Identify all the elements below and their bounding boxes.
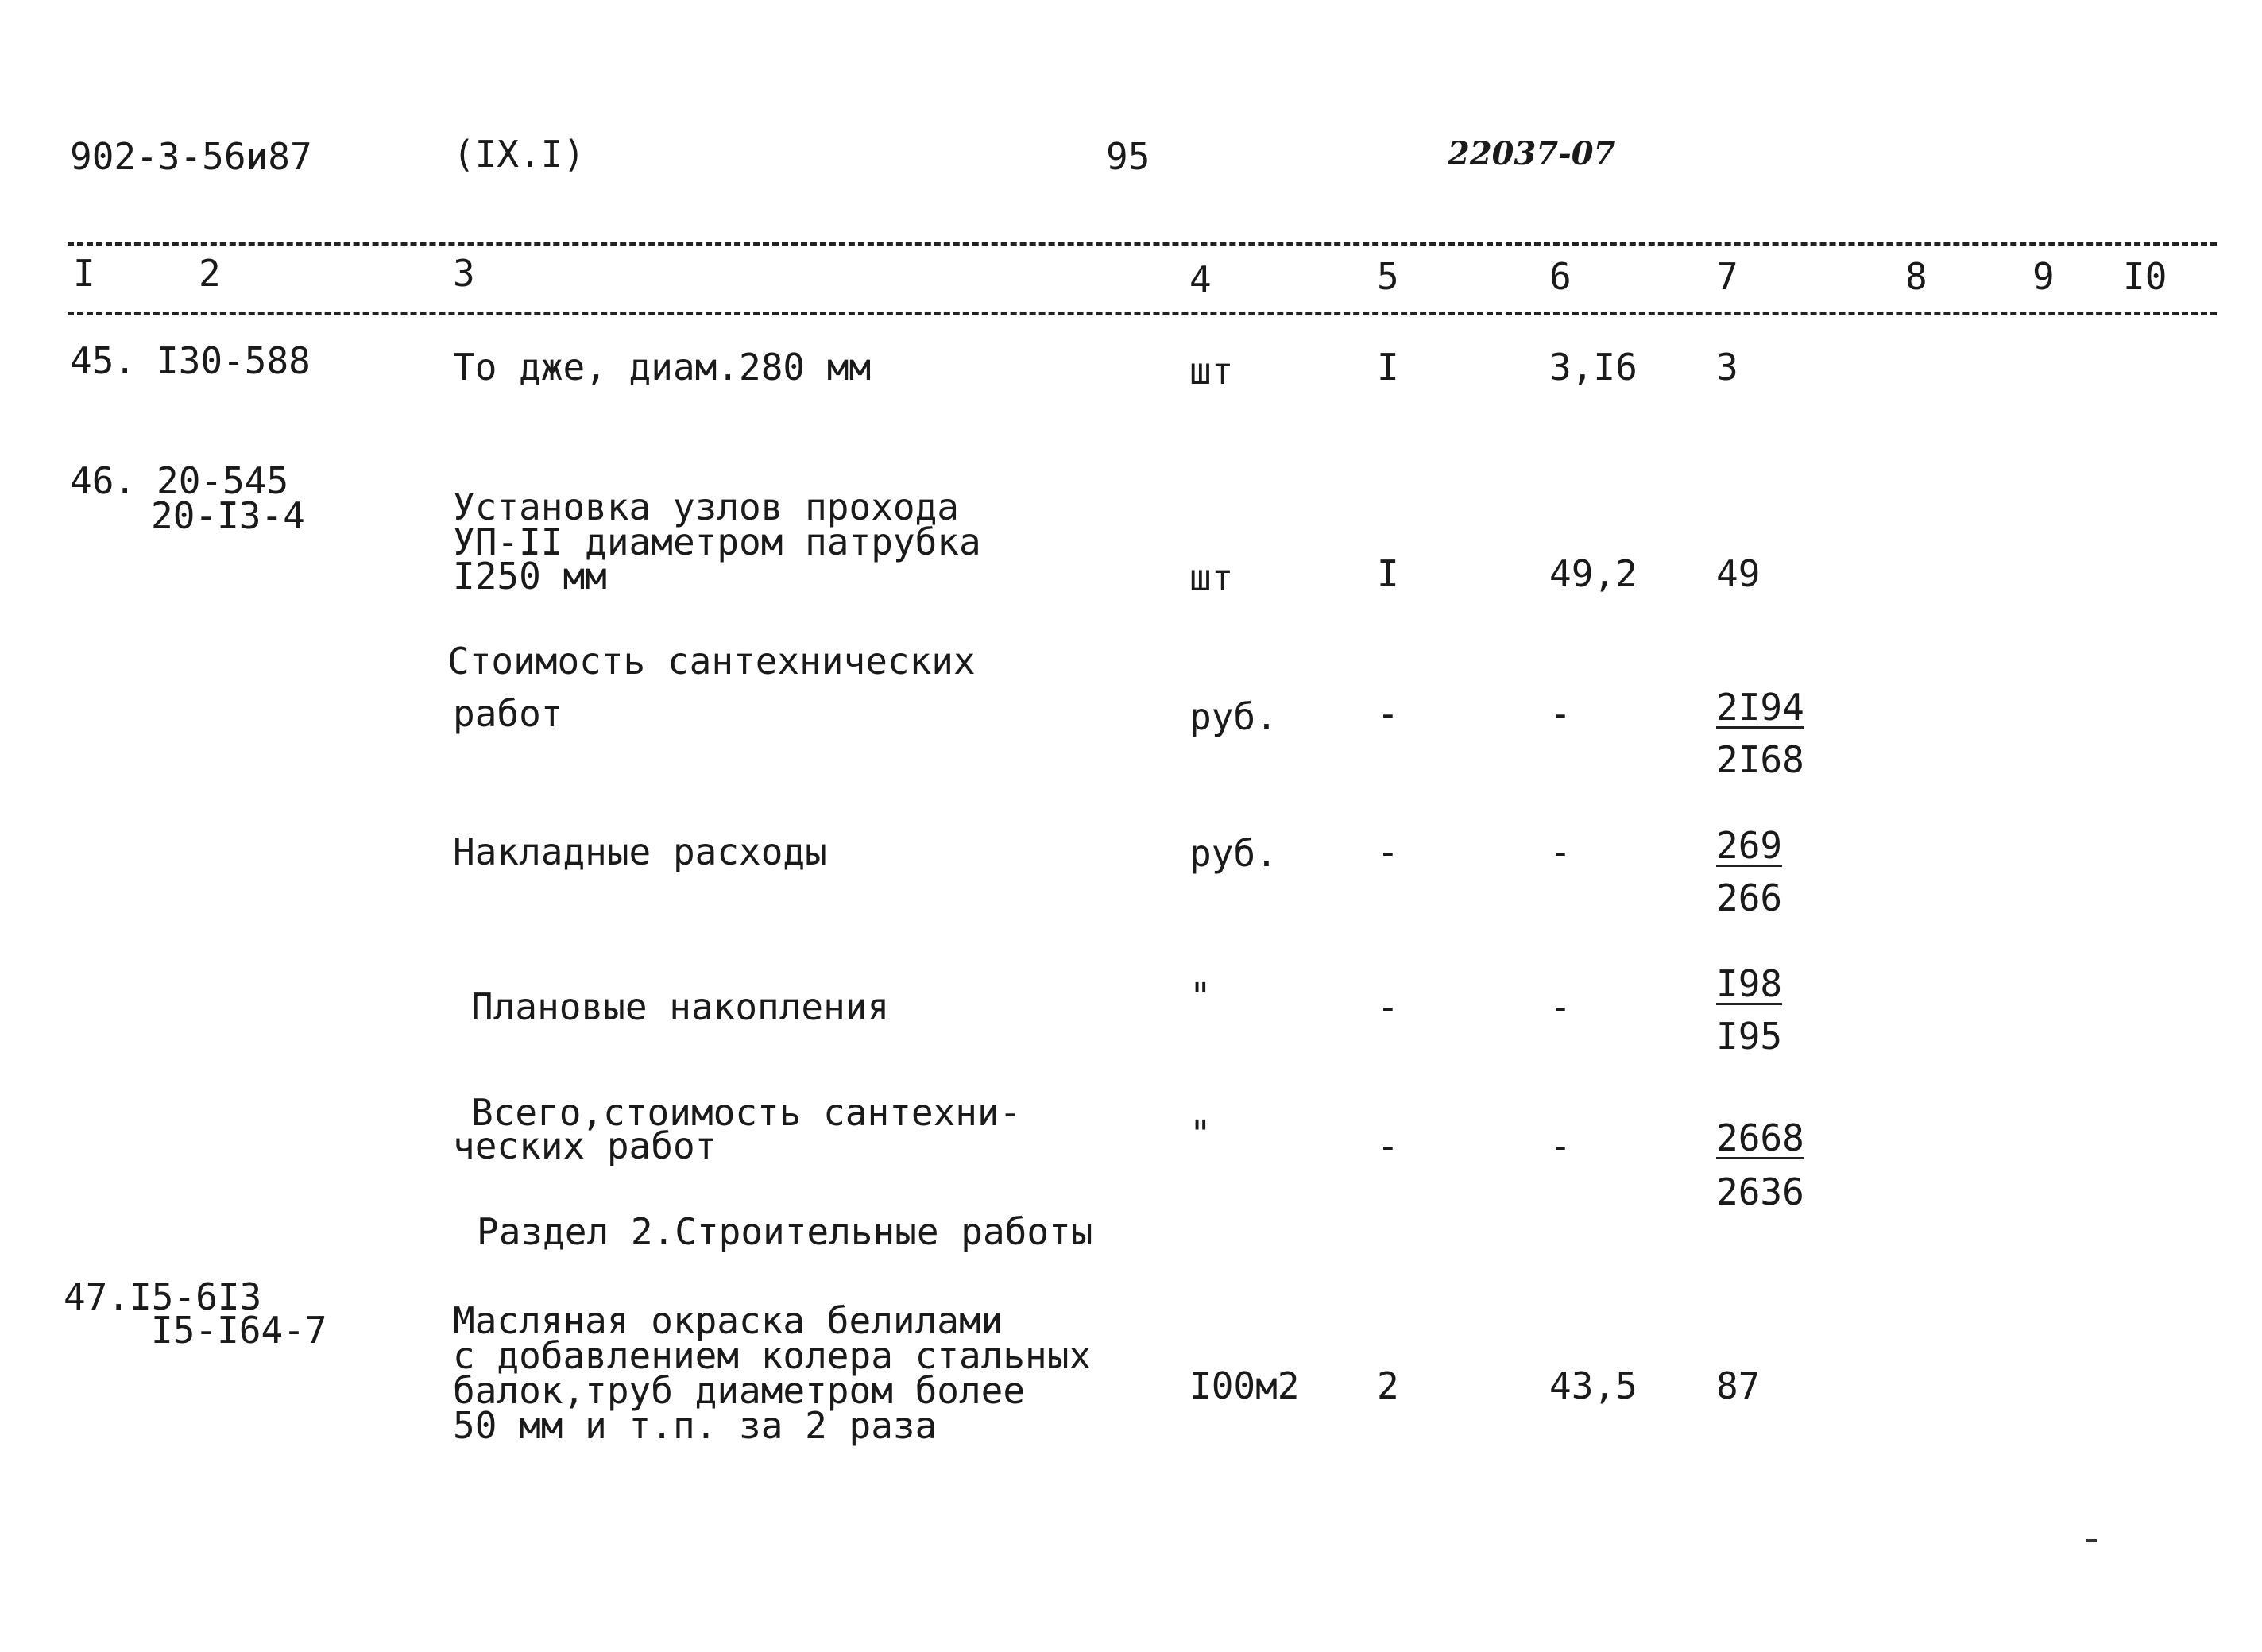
row46-qty: I xyxy=(1377,552,1399,595)
row45-price: 3,I6 xyxy=(1549,346,1638,389)
row46-desc-line3: I250 мм xyxy=(453,555,607,598)
overhead-qty: - xyxy=(1377,830,1399,873)
row45-total: 3 xyxy=(1716,346,1738,389)
row46-unit: шт xyxy=(1189,556,1234,599)
doc-code: 902-3-56и87 xyxy=(70,135,312,178)
section-code: (IX.I) xyxy=(453,133,586,176)
row47-price: 43,5 xyxy=(1549,1364,1638,1407)
section2-title: Раздел 2.Строительные работы xyxy=(477,1210,1093,1253)
cost-price: - xyxy=(1549,692,1572,735)
cost-total-top: 2I94 xyxy=(1716,686,1804,729)
margin-mark xyxy=(2086,1539,2097,1542)
col-header-3: 3 xyxy=(453,252,475,295)
cost-unit: руб. xyxy=(1189,695,1278,738)
row47-code-2: I5-I64-7 xyxy=(151,1309,327,1352)
col-header-9: 9 xyxy=(2032,255,2055,298)
archive-stamp: 22037-07 xyxy=(1448,135,1616,172)
row47-num-code: 47.I5-6I3 xyxy=(64,1275,262,1318)
row45-num: 45. xyxy=(70,339,137,382)
page-number: 95 xyxy=(1106,135,1150,178)
col-header-8: 8 xyxy=(1905,255,1928,298)
overhead-desc: Накладные расходы xyxy=(453,830,827,873)
total-cost-total-top: 2668 xyxy=(1716,1116,1804,1159)
row46-code-1: 20-545 xyxy=(157,459,289,502)
planned-price: - xyxy=(1549,985,1572,1028)
row47-total: 87 xyxy=(1716,1364,1761,1407)
total-cost-desc-line1: Всего,стоимость сантехни- xyxy=(471,1091,1022,1134)
total-cost-total-bottom: 2636 xyxy=(1716,1170,1804,1213)
cost-qty: - xyxy=(1377,692,1399,735)
overhead-total-top: 269 xyxy=(1716,824,1783,867)
cost-total-bottom: 2I68 xyxy=(1716,738,1804,781)
cost-desc-line1: Стоимость сантехнических xyxy=(447,640,976,683)
row46-total: 49 xyxy=(1716,552,1761,595)
overhead-unit: руб. xyxy=(1189,832,1278,875)
row46-price: 49,2 xyxy=(1549,552,1638,595)
overhead-total-bottom: 266 xyxy=(1716,876,1783,919)
row46-code-2: 20-I3-4 xyxy=(151,494,305,537)
total-cost-desc-line2: ческих работ xyxy=(453,1124,717,1167)
col-header-6: 6 xyxy=(1549,255,1572,298)
overhead-price: - xyxy=(1549,830,1572,873)
col-header-4: 4 xyxy=(1189,258,1212,301)
col-header-7: 7 xyxy=(1716,255,1738,298)
row47-desc-line2: с добавлением колера стальных xyxy=(453,1334,1092,1377)
row47-unit: I00м2 xyxy=(1189,1364,1300,1407)
planned-total-bottom: I95 xyxy=(1716,1015,1783,1058)
planned-desc: Плановые накопления xyxy=(471,985,890,1028)
total-cost-qty: - xyxy=(1377,1124,1399,1167)
row45-code: I30-588 xyxy=(157,339,311,382)
row47-qty: 2 xyxy=(1377,1364,1399,1407)
total-cost-price: - xyxy=(1549,1124,1572,1167)
row46-desc-line2: УП-II диаметром патрубка xyxy=(453,520,981,563)
header-rule-top xyxy=(68,242,2217,246)
col-header-2: 2 xyxy=(199,252,221,295)
header-rule-bottom xyxy=(68,312,2217,315)
row45-unit: шт xyxy=(1189,350,1234,393)
row47-desc-line1: Масляная окраска белилами xyxy=(453,1299,1003,1342)
row45-qty: I xyxy=(1377,346,1399,389)
planned-total-top: I98 xyxy=(1716,962,1783,1005)
row47-desc-line3: балок,труб диаметром более xyxy=(453,1369,1026,1412)
row47-desc-line4: 50 мм и т.п. за 2 раза xyxy=(453,1404,938,1447)
row46-desc-line1: Установка узлов прохода xyxy=(453,486,959,528)
planned-unit: " xyxy=(1189,975,1212,1018)
cost-desc-line2: работ xyxy=(453,692,563,735)
planned-qty: - xyxy=(1377,985,1399,1028)
col-header-1: I xyxy=(73,252,95,295)
col-header-10: I0 xyxy=(2123,255,2167,298)
row46-num: 46. xyxy=(70,459,137,502)
total-cost-unit: " xyxy=(1189,1112,1212,1155)
col-header-5: 5 xyxy=(1377,255,1399,298)
row45-desc: То дже, диам.280 мм xyxy=(453,346,872,389)
